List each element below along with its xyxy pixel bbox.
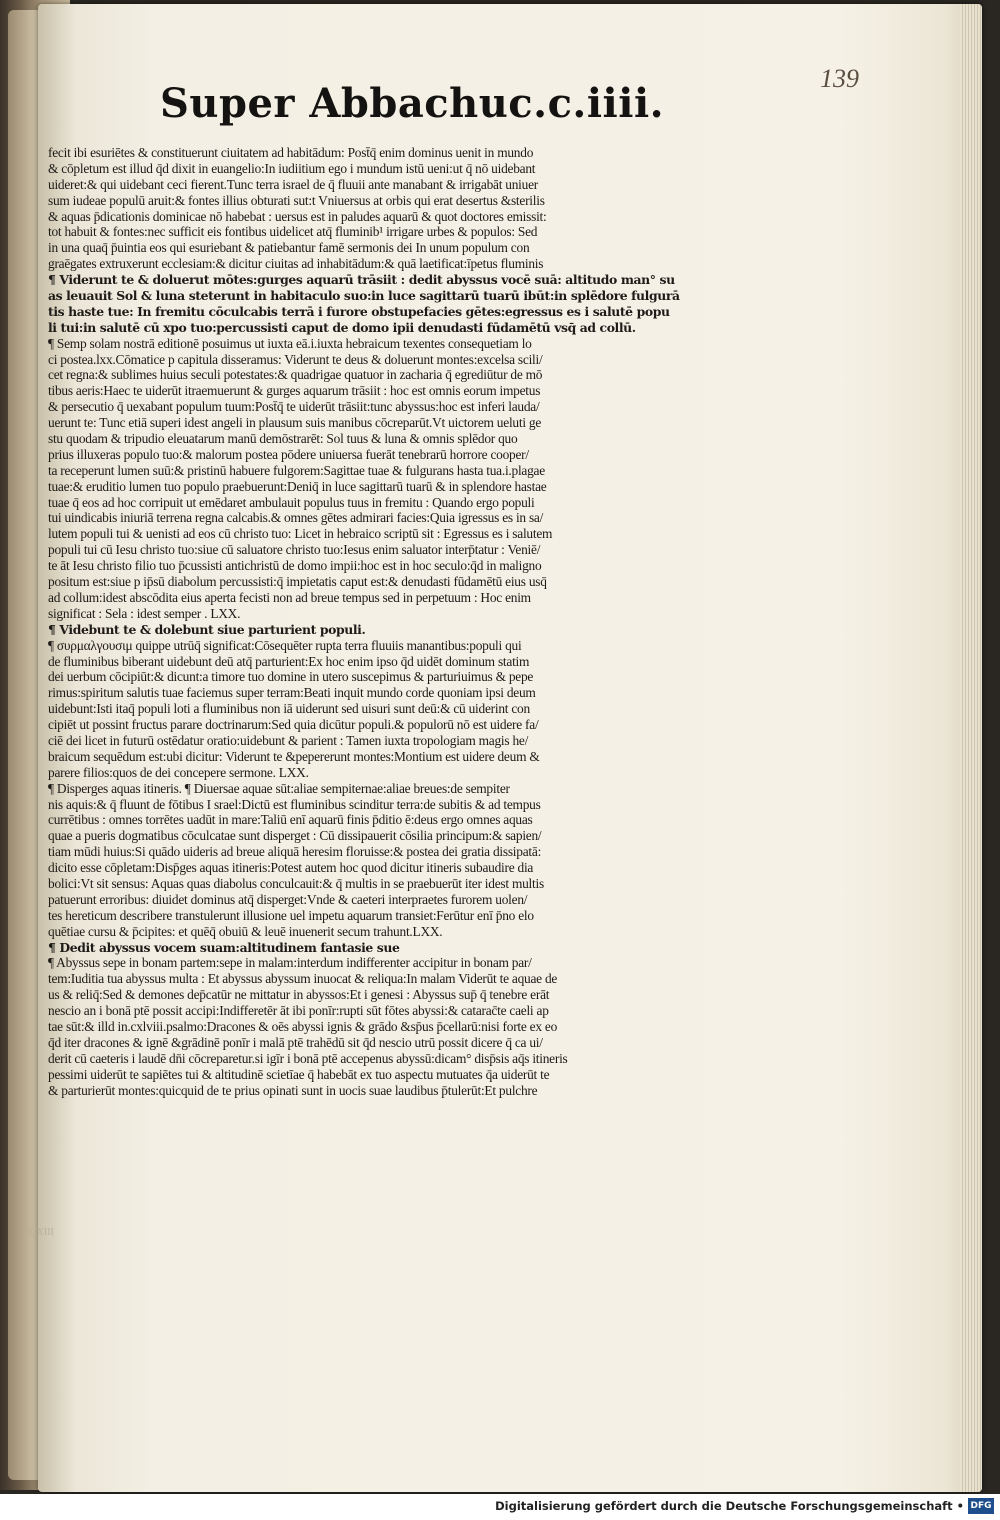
text-line: ciē dei licet in futurū ostēdatur oratio:uidebunt & parient : Tamen iuxta tropologiam magis he/ (48, 732, 529, 748)
text-line: derit cū caeteris i laudē dn̄i cōcreparetur.si igīr i bonā ptē accepenus abyssū:dicam° disp̄sis aq̄s itineris (48, 1050, 568, 1066)
text-column (48, 145, 758, 1098)
section-heading-line: ¶ Viderunt te & doluerut mōtes:gurges aquarū trāsiit : dedit abyssus vocē suā: altitudo man° su (48, 272, 675, 288)
section-heading-line: ¶ Videbunt te & dolebunt siue parturient populi. (48, 621, 366, 637)
text-line: prius illuxeras populo tuo:& malorum postea pōdere uniuersa fuerāt tenebrarū horrore cooper/ (48, 446, 529, 462)
text-line: significat : Sela : idest semper . LXX. (48, 605, 241, 621)
folio-number: 139 (820, 64, 859, 93)
text-line: tui uindicabis iniuriā terrena regna calcabis.& omnes gētes admirari facies:Quia igressus es in sa/ (48, 510, 544, 526)
text-line: ta receperunt lumen suū:& pristinū habuere fulgorem:Sagittae tuae & fulgurans hasta tua.i.plagae (48, 462, 545, 478)
text-line: cipiēt ut possint fructus parare doctrinarum:Sed quia dicūtur populi.& populorū nō est uidere fa/ (48, 717, 539, 733)
text-line: tuae:& eruditio lumen tuo populo praebuerunt:Deniq̄ in luce sagittarū tuarū & in splendore hastae (48, 478, 547, 494)
text-line: stu quodam & tripudio eleuatarum manū demōstrarēt: Sol tuus & luna & omnis splēdor quo (48, 431, 518, 447)
section-heading-line: tis haste tue: In fremitu cōculcabis terrā i furore obstupefacies gētes:egressus es i salutē popu (48, 303, 670, 319)
text-line: braicum sequēdum est:ubi dicitur: Viderunt te &pepererunt montes:Montium est uidere deum & (48, 748, 540, 764)
dfg-logo-icon: DFG (968, 1498, 994, 1514)
text-line: cet regna:& sublimes huius seculi potestates:& quadrigae quatuor in zacharia q̄ egrediūtur de mō (48, 367, 543, 383)
text-line: nescio an i bonā ptē possit accipi:Indifferetēr āt ibi ponīr:rupti sūt fōtes abyssi:& catarac̄te caeli ap (48, 1003, 549, 1019)
text-line: ci postea.lxx.Cōmatice p capitula disseramus: Viderunt te deus & doluerunt montes:excelsa scili/ (48, 351, 543, 367)
text-line: in una quaq̄ p̄uintia eos qui esuriebant & patiebantur famē sermonis dei In unum populum con (48, 240, 530, 256)
text-line: tae sūt:& illd in.cxlviii.psalmo:Dracones & oēs abyssi ignis & grādo &sp̄us p̄cellarū:nisi forte ex eo (48, 1018, 558, 1034)
text-line: populi tui cū Iesu christo tuo:siue cū saluatore christo tuo:Iesus enim saluator interp̄tatur : Veniē/ (48, 542, 541, 558)
text-line: lutem populi tui & uenisti ad eos cū christo tuo: Licet in hebraico scriptū sit : Egressus es i salutem (48, 526, 553, 542)
text-line: sum iudeae populū aruit:& fontes illius obturati sut:t Vniuersus at orbis qui erat desertus &sterilis (48, 192, 545, 208)
footer-credit: Digitalisierung gefördert durch die Deutsche Forschungsgemeinschaft • (495, 1499, 964, 1513)
text-line: quētiae cursu & p̄cipites: et quēq̄ obuiū & leuē inuenerit secum trahunt.LXX. (48, 923, 443, 939)
text-line: de fluminibus biberant uidebunt deū atq̄ parturient:Ex hoc enim ipso q̄d uidēt dominum statim (48, 653, 530, 669)
text-line: dei uerbum cōcipiūt:& dicunt:a timore tuo domine in utero suscepimus & parturiuimus & pepe (48, 669, 534, 685)
text-line: te āt Iesu christo filio tuo p̄cussisti antichristū de domo impii:hoc est in hoc seculo:q̄d in maligno (48, 558, 542, 574)
text-line: quae a pueris dogmatibus cōculcatae sunt disperget : Cū dissipauerit cōsilia principum:& sapien/ (48, 828, 542, 844)
text-line: dicito esse cōpletam:Disp̄ges aquas itineris:Potest autem hoc quod dicitur itineris subaudire dia (48, 860, 534, 876)
text-line: tiam mūdi huius:Si quādo uideris ad breue aliquā heresim floruisse:& postea dei gratia dissipatā: (48, 844, 542, 860)
text-line: uideret:& qui uidebant ceci fierent.Tunc terra israel de q̄ fluuii ante manabant & irrigabāt uniuer (48, 176, 538, 192)
text-line: tes hereticum describere transtulerunt illusione uel impetu aquarum transiet:Ferūtur enī p̄no elo (48, 907, 534, 923)
text-line: currētibus : omnes torrētes uadūt in mare:Taliū enī aquarū finis p̄ditio ē:deus ergo omnes aquas (48, 812, 533, 828)
text-line: tot habuit & fontes:nec sufficit eis fontibus uidelicet atq̄ fluminib¹ irrigare urbes & populos: Sed (48, 224, 538, 240)
section-heading-line: as leuauit Sol & luna steterunt in habitaculo suo:in luce sagittarū tuarū ibūt:in splēdore fulgurā (48, 288, 680, 304)
text-line: q̄d iter dracones & ignē &grādinē ponīr i malā ptē trahēdū sit q̄d nescio utrū possit dicere q̄ ca ui/ (48, 1034, 543, 1050)
page-fore-edge (960, 4, 982, 1492)
text-line: & parturierūt montes:quicquid de te prius opinati sunt in uocis suae laudibus p̄tulerūt:Et pulchre (48, 1082, 538, 1098)
text-line: ¶ Abyssus sepe in bonam partem:sepe in malam:interdum indifferenter accipitur in bonam par/ (48, 955, 532, 971)
text-line: rimus:spiritum salutis tuae faciemus super terram:Beati inquit mundo corde quoniam ipsi deum (48, 685, 536, 701)
text-line: ad collum:idest abscōdita eius aperta fecisti non ad breue tempus sed in perpetuum : Hoc enim (48, 589, 531, 605)
text-line: bolici:Vt sit sensus: Aquas quas diabolus conculcauit:& q̄ multis in se praebuerūt iter idest multis (48, 875, 544, 891)
faint-stamp: CXIII (30, 1227, 54, 1238)
section-heading-line: ¶ Dedit abyssus vocem suam:altitudinem fantasie sue (48, 939, 400, 955)
footer-bar (0, 1494, 1000, 1520)
text-line: uerunt te: Tunc etiā superi idest angeli in plausum suis manibus cōcreparūt.Vt uictorem ueluti ge (48, 415, 542, 431)
text-line: ¶ συρμαλγουσιμ quippe utrūq̄ significat:Cōsequēter rupta terra fluuiis manantibus:populi qui (48, 637, 522, 653)
text-line: pessimi uiderūt te sapiētes tui & altitudinē scietīae q̄ habebāt ex tuo aspectu mutuates q̄a uiderūt te (48, 1066, 550, 1082)
text-line: & persecutio q̄ uexabant populum tuum:Post̄q̄ te uiderūt trāsiit:tunc abyssus:hoc est inferi lauda/ (48, 399, 540, 415)
text-line: positum est:siue p ip̄sū diabolum percussisti:q̄ impietatis caput est:& denudasti fūdamētū eius usq̄ (48, 574, 547, 590)
text-line: uidebunt:Isti itaq̄ populi loti a fluminibus non iā uiderunt sed uisuri sunt deū:& cū uiderint con (48, 701, 530, 717)
text-line: patuerunt erroribus: diuidet dominus atq̄ disperget:Vnde & caeteri interpraetes furorem uolen/ (48, 891, 528, 907)
text-line: graēgates extruxerunt ecclesiam:& dicitur ciuitas ad inhabitādum:& quā laetificat:īpetus fluminis (48, 256, 544, 272)
text-line: fecit ibi esuriētes & constituerunt ciuitatem ad habitādum: Post̄q̄ enim dominus uenit in mundo (48, 145, 534, 160)
text-line: & cōpletum est illud q̄d dixit in euangelio:In iudiitium ego i mundum istū ueni:ut q̄ nō uidebant (48, 160, 536, 176)
text-line: nis aquis:& q̄ fluunt de fōtibus I srael:Dictū est fluminibus scinditur terra:de subitis & ad tempus (48, 796, 541, 812)
text-line: ¶ Semp solam nostrā editionē posuimus ut iuxta eā.i.iuxta hebraicum texentes consequetiam lo (48, 335, 532, 351)
text-line: tem:Iuditia tua abyssus multa : Et abyssus abyssum inuocat & reliqua:In malam Viderūt te aquae de (48, 971, 558, 987)
text-line: tibus aeris:Haec te uiderūt itraemuerunt & gurges aquarum trāsiit : hoc est omnis eorum impetus (48, 383, 541, 399)
text-line: & aquas p̄dicationis dominicae nō habebat : uersus est in paludes aquarū & quot doctores emissit: (48, 208, 547, 224)
text-line: us & reliq̄:Sed & demones dep̄catūr ne mittatur in abyssos:Et i genesi : Abyssus sup̄ q̄ tenebre erāt (48, 987, 550, 1003)
running-head: Super Abbachuc.c.iiii. (160, 80, 665, 127)
section-heading-line: li tui:in salutē cū xpo tuo:percussisti caput de domo ipii denudasti fūdamētū vsq̄ ad collū. (48, 319, 636, 335)
text-line: ¶ Disperges aquas itineris. ¶ Diuersae aquae sūt:aliae sempiternae:aliae breues:de sempiter (48, 780, 510, 796)
text-line: tuae q̄ eos ad hoc corripuit ut emēdaret ambulauit populus tuus in fremitu : Quando ergo populi (48, 494, 535, 510)
text-line: parere filios:quos de dei concepere sermone. LXX. (48, 764, 309, 780)
